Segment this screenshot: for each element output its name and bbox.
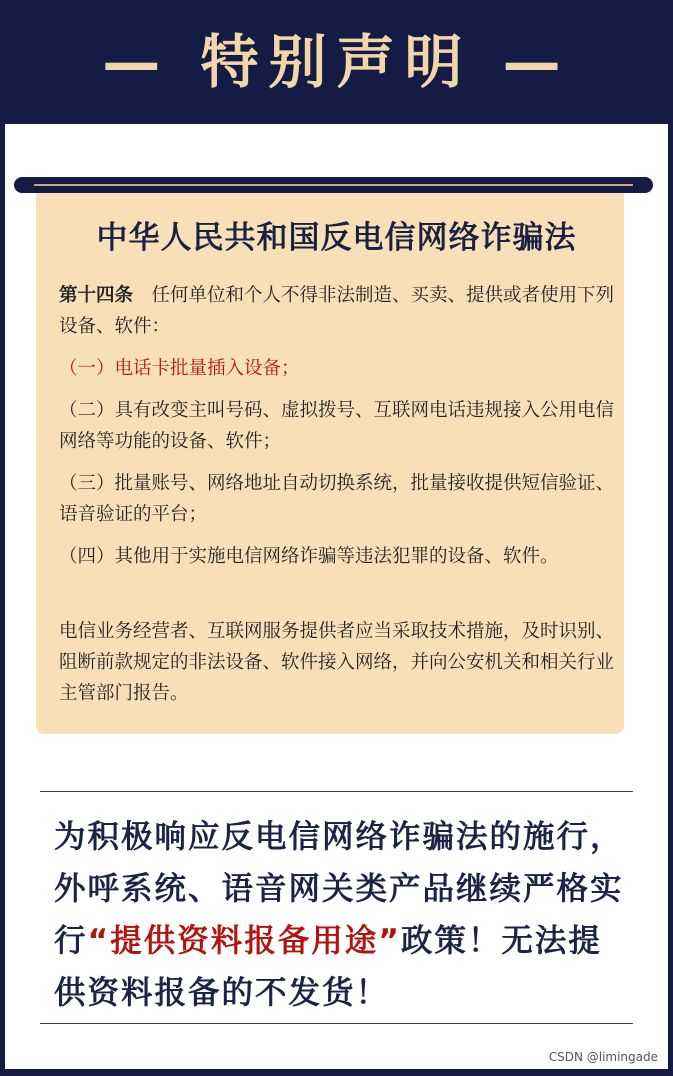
policy-notice bbox=[54, 811, 624, 1019]
page-title: — 特别声明 — bbox=[102, 28, 571, 96]
notice-text-2: 政策！无法提供资料报备的不发货！ bbox=[54, 923, 602, 1011]
notice-highlight: “提供资料报备用途” bbox=[87, 923, 401, 959]
scroll-rod-highlight bbox=[34, 184, 633, 186]
watermark: CSDN @limingade bbox=[548, 1050, 658, 1064]
article-closing: 电信业务经营者、互联网服务提供者应当采取技术措施，及时识别、阻断前款规定的非法设备、软件接入网络，并向公安机关和相关行业主管部门报告。 bbox=[59, 621, 615, 704]
top-divider bbox=[40, 791, 633, 792]
header-banner bbox=[0, 0, 673, 124]
article-item-1: （一）电话卡批量插入设备； bbox=[59, 358, 300, 379]
bottom-divider bbox=[40, 1023, 633, 1024]
article-intro bbox=[59, 280, 619, 342]
article-intro-text: 任何单位和个人不得非法制造、买卖、提供或者使用下列设备、软件： bbox=[59, 285, 615, 337]
article-label: 第十四条 bbox=[59, 285, 134, 306]
notice-text-1: 为积极响应反电信网络诈骗法的施行，外呼系统、语音网关类产品继续严格实行 bbox=[54, 819, 624, 959]
article-item-2: （二）具有改变主叫号码、虚拟拨号、互联网电话违规接入公用电信网络等功能的设备、软件； bbox=[59, 400, 615, 452]
article-item-4: （四）其他用于实施电信网络诈骗等违法犯罪的设备、软件。 bbox=[59, 546, 559, 567]
article-item-3: （三）批量账号、网络地址自动切换系统，批量接收提供短信验证、语音验证的平台； bbox=[59, 473, 615, 525]
law-title: 中华人民共和国反电信网络诈骗法 bbox=[96, 220, 577, 256]
